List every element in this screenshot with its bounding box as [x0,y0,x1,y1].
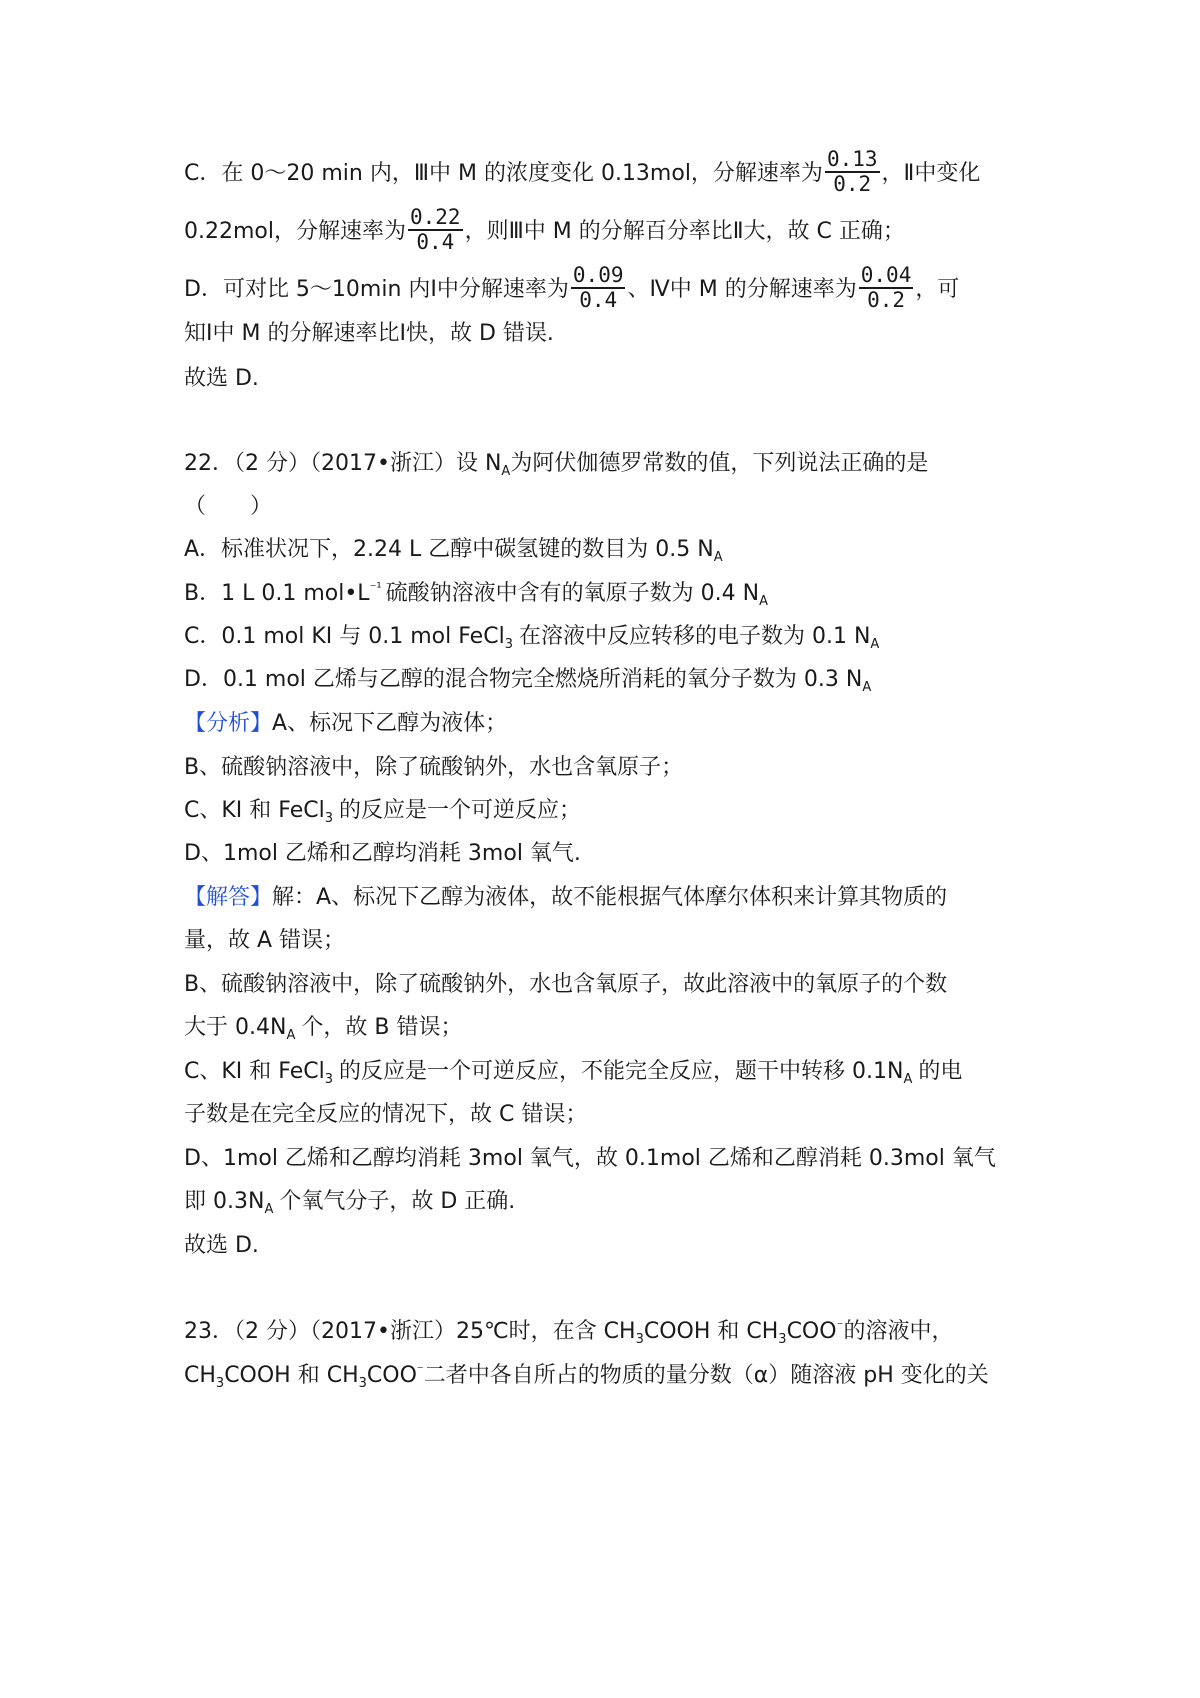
answer-tag: 【解答】 [184,885,273,910]
text: A．标准状况下，2.24 L 乙醇中碳氢键的数目为 0.5 N [184,537,714,562]
text: A、标况下乙醇为液体； [272,711,508,736]
text: 解：A、标况下乙醇为液体，故不能根据气体摩尔体积来计算其物质的 [272,885,948,910]
text: C．在 0～20 min 内，Ⅲ中 M 的浓度变化 0.13mol，分解速率为 [184,161,823,186]
subscript: 3 [215,1376,225,1391]
text: 个，故 B 错误； [301,1015,463,1040]
numerator: 0.13 [826,147,878,171]
subscript: A [286,1028,296,1043]
q22-answer-b-line1: B、硫酸钠溶液中，除了硫酸钠外，水也含氧原子，故此溶液中的氧原子的个数 [184,972,948,997]
subscript: 3 [504,637,513,652]
q23-stem-line2 [184,1359,989,1393]
q22-answer-a-line2: 量，故 A 错误； [184,928,346,953]
text: ，则Ⅲ中 M 的分解百分率比Ⅱ大，故 C 正确； [464,219,905,244]
q22-answer-a-line1 [184,881,947,915]
q22-answer-b-line2 [184,1011,462,1045]
text: 0.22mol，分解速率为 [184,219,406,244]
text: 二者中各自所占的物质的量分数（α）随溶液 pH 变化的关 [423,1363,989,1388]
text: 大于 0.4N [184,1015,287,1040]
subscript: 3 [635,1332,644,1347]
text: B．1 L 0.1 mol•L [184,581,370,606]
text: 22．（2 分）（2017•浙江）设 N [184,451,502,476]
text: 即 0.3N [184,1189,265,1214]
q22-blank: （ ） [184,494,273,519]
subscript: A [264,1202,274,1217]
superscript: ⁻ [416,1363,424,1378]
subscript: A [870,637,880,652]
text: ，Ⅱ中变化 [881,161,981,186]
prev-option-c-line1 [184,147,981,198]
text: 的反应是一个可逆反应； [339,798,582,823]
text: 、Ⅳ中 M 的分解速率为 [627,277,857,302]
subscript: A [713,550,723,565]
q23-stem-line1 [184,1315,953,1349]
analysis-tag: 【分析】 [184,711,273,736]
denominator: 0.4 [579,288,618,312]
text: COO [366,1363,417,1388]
q22-option-a [184,533,723,567]
subscript: 3 [778,1332,787,1347]
text: 硫酸钠溶液中含有的氧原子数为 0.4 N [385,581,760,606]
text: D．0.1 mol 乙烯与乙醇的混合物完全燃烧所消耗的氧分子数为 0.3 N [184,667,863,692]
q22-analysis-a [184,707,507,741]
text: C、KI 和 FeCl [184,798,325,823]
denominator: 0.2 [833,172,872,196]
subscript: 3 [358,1376,367,1391]
numerator: 0.04 [860,263,912,287]
text: ，可 [915,277,960,302]
text: 的反应是一个可逆反应，不能完全反应，题干中转移 0.1N [339,1059,904,1084]
text: 的电 [918,1059,963,1084]
subscript: A [903,1072,913,1087]
prev-option-d-line2: 知Ⅰ中 M 的分解速率比Ⅰ快，故 D 错误. [184,321,554,346]
q22-analysis-c [184,794,581,828]
subscript: A [501,464,511,479]
text: CH [184,1363,216,1388]
fraction [825,148,880,196]
text: C、KI 和 FeCl [184,1059,325,1084]
text: 个氧气分子，故 D 正确. [279,1189,516,1214]
text: C．0.1 mol KI 与 0.1 mol FeCl [184,624,505,649]
q22-option-b [184,577,768,611]
subscript: A [759,594,768,609]
numerator: 0.22 [410,205,461,229]
q22-option-d [184,663,871,697]
fraction [571,264,626,312]
text: COOH 和 CH [643,1319,779,1344]
text: COO [786,1319,837,1344]
subscript: 3 [324,1072,334,1087]
subscript: 3 [324,811,334,826]
q22-answer-d-line2 [184,1185,515,1219]
q22-analysis-b: B、硫酸钠溶液中，除了硫酸钠外，水也含氧原子； [184,755,684,780]
superscript: ⁻¹ [369,581,382,596]
q22-stem [184,447,928,481]
q22-choice: 故选 D. [184,1233,259,1258]
fraction [408,206,463,254]
q22-option-c [184,620,879,654]
text: D．可对比 5～10min 内Ⅰ中分解速率为 [184,277,569,302]
text: 的溶液中， [843,1319,954,1344]
denominator: 0.2 [867,288,906,312]
prev-option-c-line2 [184,205,905,256]
fraction [859,264,914,312]
superscript: ⁻ [836,1319,844,1334]
text: 23．（2 分）（2017•浙江）25℃时，在含 CH [184,1319,636,1344]
denominator: 0.4 [416,230,455,254]
q22-answer-d-line1: D、1mol 乙烯和乙醇均消耗 3mol 氧气，故 0.1mol 乙烯和乙醇消耗 0.3mol 氧气 [184,1146,996,1171]
text: COOH 和 CH [224,1363,359,1388]
subscript: A [862,680,872,695]
q22-analysis-d: D、1mol 乙烯和乙醇均消耗 3mol 氧气. [184,841,581,866]
numerator: 0.09 [572,263,624,287]
text: 为阿伏伽德罗常数的值，下列说法正确的是 [510,451,929,476]
q22-answer-c-line2: 子数是在完全反应的情况下，故 C 错误； [184,1102,588,1127]
prev-choice: 故选 D. [184,366,259,391]
prev-option-d-line1 [184,263,960,314]
q22-answer-c-line1 [184,1055,962,1089]
text: 在溶液中反应转移的电子数为 0.1 N [518,624,871,649]
